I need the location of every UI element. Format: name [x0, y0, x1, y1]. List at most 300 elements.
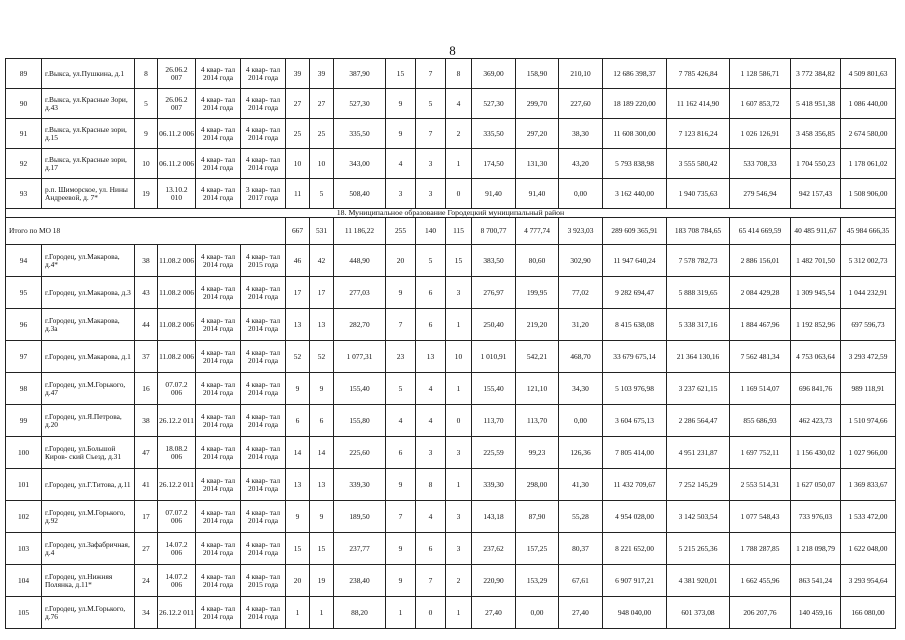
table-cell: 4 753 063,64 [791, 341, 841, 373]
table-cell: 4 951 231,87 [667, 437, 730, 469]
table-cell: 462 423,73 [791, 405, 841, 437]
table-cell: 7 [386, 501, 416, 533]
table-cell: 27 [286, 89, 310, 119]
table-cell: 1 218 098,79 [791, 533, 841, 565]
table-cell: 4 квар- тал 2015 года [241, 245, 286, 277]
table-cell: 77,02 [559, 277, 603, 309]
page-number: 8 [449, 43, 456, 58]
table-cell: 94 [6, 245, 42, 277]
table-cell: 227,60 [559, 89, 603, 119]
address-cell: г.Городец, ул.М.Горького, д.92 [42, 501, 135, 533]
table-cell: 1 026 126,91 [730, 119, 791, 149]
address-cell: г.Городец, ул.Макарова, д.3 [42, 277, 135, 309]
table-cell: 3 293 954,64 [841, 565, 896, 597]
table-cell: 4 509 801,63 [841, 59, 896, 89]
table-cell: 14 [310, 437, 334, 469]
table-cell: 26.12.2 011 [158, 597, 196, 629]
table-cell: 91 [6, 119, 42, 149]
table-cell: 11.08.2 006 [158, 341, 196, 373]
table-cell: 15 [310, 533, 334, 565]
table-cell: 13 [310, 469, 334, 501]
table-cell: 39 [286, 59, 310, 89]
table-cell: 87,90 [516, 501, 559, 533]
table-cell: 23 [386, 341, 416, 373]
total-row [6, 218, 896, 245]
table-cell: 4 381 920,01 [667, 565, 730, 597]
table-cell: 10 [286, 149, 310, 179]
table-cell: 101 [6, 469, 42, 501]
address-cell: г.Городец, ул.Макарова, д.4* [42, 245, 135, 277]
table-cell: 3 142 503,54 [667, 501, 730, 533]
table-cell: 155,40 [334, 373, 386, 405]
table-cell: 225,60 [334, 437, 386, 469]
table-cell: 7 578 782,73 [667, 245, 730, 277]
table-cell: 1 940 735,63 [667, 179, 730, 209]
table-cell: 33 679 675,14 [603, 341, 667, 373]
table-cell: 55,28 [559, 501, 603, 533]
table-cell: 4 квар- тал 2014 года [196, 179, 241, 209]
table-cell: 91,40 [472, 179, 516, 209]
table-cell: 4 квар- тал 2014 года [241, 533, 286, 565]
table-cell: 1 [446, 597, 472, 629]
table-cell: 1 156 430,02 [791, 437, 841, 469]
table-cell: 31,20 [559, 309, 603, 341]
table-cell: 41,30 [559, 469, 603, 501]
table-cell: 90 [6, 89, 42, 119]
table-cell: 99 [6, 405, 42, 437]
table-cell: 0 [446, 405, 472, 437]
table-cell: 15 [446, 245, 472, 277]
table-cell: 4 квар- тал 2014 года [241, 405, 286, 437]
address-cell: г.Выкса, ул.Красные зори, д.15 [42, 119, 135, 149]
table-cell: 527,30 [472, 89, 516, 119]
table-cell: 4 квар- тал 2014 года [196, 341, 241, 373]
table-cell: 7 [386, 309, 416, 341]
total-cell: 11 186,22 [334, 218, 386, 245]
table-cell: 14.07.2 006 [158, 565, 196, 597]
table-cell: 52 [310, 341, 334, 373]
table-cell: 9 [310, 501, 334, 533]
table-cell: 1 662 455,96 [730, 565, 791, 597]
table-cell: 9 [386, 469, 416, 501]
table-cell: 4 [386, 405, 416, 437]
table-cell: 5 888 319,65 [667, 277, 730, 309]
table-cell: 7 [416, 119, 446, 149]
table-cell: 3 [416, 179, 446, 209]
table-cell: 11 [286, 179, 310, 209]
table-cell: 1 309 945,54 [791, 277, 841, 309]
table-cell: 1 788 287,85 [730, 533, 791, 565]
table-cell: 448,90 [334, 245, 386, 277]
table-cell: 174,50 [472, 149, 516, 179]
table-cell: 1 510 974,66 [841, 405, 896, 437]
table-cell: 6 [416, 277, 446, 309]
table-cell: 297,20 [516, 119, 559, 149]
table-cell: 113,70 [516, 405, 559, 437]
table-cell: 06.11.2 006 [158, 119, 196, 149]
section-header-row [6, 209, 896, 218]
table-cell: 237,62 [472, 533, 516, 565]
table-cell: 1 [386, 597, 416, 629]
table-cell: 3 [446, 277, 472, 309]
table-cell: 166 080,00 [841, 597, 896, 629]
table-cell: 4 квар- тал 2014 года [196, 501, 241, 533]
address-cell: р.п. Шиморское, ул. Нины Андреевой, д. 7* [42, 179, 135, 209]
table-cell: 369,00 [472, 59, 516, 89]
table-cell: 15 [286, 533, 310, 565]
table-cell: 189,50 [334, 501, 386, 533]
table-cell: 3 [446, 501, 472, 533]
table-cell: 20 [286, 565, 310, 597]
table-cell: 93 [6, 179, 42, 209]
table-cell: 237,77 [334, 533, 386, 565]
table-cell: 07.07.2 006 [158, 501, 196, 533]
table-cell: 80,60 [516, 245, 559, 277]
table-cell: 19 [310, 565, 334, 597]
table-cell: 0,00 [559, 405, 603, 437]
table-cell: 39 [310, 59, 334, 89]
table-cell: 8 [135, 59, 158, 89]
table-cell: 143,18 [472, 501, 516, 533]
table-cell: 113,70 [472, 405, 516, 437]
table-cell: 97 [6, 341, 42, 373]
table-cell: 298,00 [516, 469, 559, 501]
table-cell: 13 [310, 309, 334, 341]
table-cell: 4 квар- тал 2014 года [196, 59, 241, 89]
table-cell: 1 482 701,50 [791, 245, 841, 277]
table-cell: 9 282 694,47 [603, 277, 667, 309]
table-cell: 4 [416, 373, 446, 405]
table-cell: 7 [416, 565, 446, 597]
total-cell: 183 708 784,65 [667, 218, 730, 245]
table-cell: 5 [135, 89, 158, 119]
table-cell: 42 [310, 245, 334, 277]
table-cell: 9 [286, 501, 310, 533]
table-cell: 279 546,94 [730, 179, 791, 209]
table-cell: 2 886 156,01 [730, 245, 791, 277]
table-cell: 3 293 472,59 [841, 341, 896, 373]
table-cell: 88,20 [334, 597, 386, 629]
table-cell: 92 [6, 149, 42, 179]
table-cell: 2 553 514,31 [730, 469, 791, 501]
table-cell: 4 квар- тал 2014 года [196, 469, 241, 501]
table-cell: 4 квар- тал 2014 года [241, 373, 286, 405]
table-cell: 8 415 638,08 [603, 309, 667, 341]
table-cell: 282,70 [334, 309, 386, 341]
table-cell: 601 373,08 [667, 597, 730, 629]
table-cell: 11.08.2 006 [158, 277, 196, 309]
table-cell: 855 686,93 [730, 405, 791, 437]
table-cell: 1 077 548,43 [730, 501, 791, 533]
table-cell: 11.08.2 006 [158, 245, 196, 277]
table-cell: 9 [386, 277, 416, 309]
table-cell: 3 555 580,42 [667, 149, 730, 179]
table-cell: 67,61 [559, 565, 603, 597]
table-cell: 34,30 [559, 373, 603, 405]
table-cell: 1 169 514,07 [730, 373, 791, 405]
table-cell: 9 [386, 533, 416, 565]
table-cell: 10 [310, 149, 334, 179]
table-cell: 25 [310, 119, 334, 149]
table-cell: 155,40 [472, 373, 516, 405]
table-cell: 4 квар- тал 2014 года [241, 119, 286, 149]
table-cell: 219,20 [516, 309, 559, 341]
address-cell: г.Городец, ул.Г.Титова, д.11 [42, 469, 135, 501]
table-cell: 6 907 917,21 [603, 565, 667, 597]
table-cell: 4 квар- тал 2014 года [196, 149, 241, 179]
table-cell: 1 027 966,00 [841, 437, 896, 469]
table-cell: 17 [310, 277, 334, 309]
table-cell: 07.07.2 006 [158, 373, 196, 405]
address-cell: г.Городец, ул.Я.Петрова, д.20 [42, 405, 135, 437]
table-cell: 5 338 317,16 [667, 309, 730, 341]
table-cell: 4 [446, 89, 472, 119]
table-cell: 1 077,31 [334, 341, 386, 373]
address-cell: г.Городец, ул.М.Горького, д.76 [42, 597, 135, 629]
table-cell: 11.08.2 006 [158, 309, 196, 341]
table-cell: 18 189 220,00 [603, 89, 667, 119]
address-cell: г.Городец, ул.Макарова, д.3а [42, 309, 135, 341]
table-cell: 4 квар- тал 2014 года [241, 597, 286, 629]
table-cell: 508,40 [334, 179, 386, 209]
table-cell: 27 [135, 533, 158, 565]
table-cell: 5 [310, 179, 334, 209]
table-cell: 468,70 [559, 341, 603, 373]
table-cell: 989 118,91 [841, 373, 896, 405]
table-cell: 4 квар- тал 2014 года [196, 373, 241, 405]
table-cell: 3 458 356,85 [791, 119, 841, 149]
table-cell: 3 [446, 437, 472, 469]
table-cell: 7 562 481,34 [730, 341, 791, 373]
table-cell: 225,59 [472, 437, 516, 469]
table-cell: 4 [416, 501, 446, 533]
table-cell: 0,00 [559, 179, 603, 209]
table-cell: 542,21 [516, 341, 559, 373]
table-cell: 9 [386, 89, 416, 119]
table-cell: 3 237 621,15 [667, 373, 730, 405]
address-cell: г.Городец, ул.М.Горького, д.47 [42, 373, 135, 405]
table-cell: 4 квар- тал 2014 года [196, 533, 241, 565]
table-cell: 276,97 [472, 277, 516, 309]
table-row [6, 597, 896, 629]
table-cell: 3 [416, 437, 446, 469]
address-cell: г.Выкса, ул.Красные Зори, д.43 [42, 89, 135, 119]
table-cell: 4 квар- тал 2014 года [241, 469, 286, 501]
table-cell: 0 [446, 179, 472, 209]
table-cell: 126,36 [559, 437, 603, 469]
table-cell: 299,70 [516, 89, 559, 119]
table-cell: 12 686 398,37 [603, 59, 667, 89]
table-cell: 103 [6, 533, 42, 565]
table-cell: 3 772 384,82 [791, 59, 841, 89]
table-cell: 4 квар- тал 2014 года [241, 341, 286, 373]
table-cell: 9 [135, 119, 158, 149]
table-cell: 11 608 300,00 [603, 119, 667, 149]
table-cell: 8 [416, 469, 446, 501]
address-cell: г.Городец, ул.Макарова, д.1 [42, 341, 135, 373]
table-cell: 6 [286, 405, 310, 437]
table-row [6, 469, 896, 501]
table-cell: 131,30 [516, 149, 559, 179]
table-cell: 17 [286, 277, 310, 309]
table-cell: 4 квар- тал 2014 года [241, 149, 286, 179]
table-cell: 2 [446, 119, 472, 149]
table-cell: 4 квар- тал 2014 года [196, 119, 241, 149]
table-cell: 4 954 028,00 [603, 501, 667, 533]
table-cell: 1 607 853,72 [730, 89, 791, 119]
table-cell: 26.12.2 011 [158, 405, 196, 437]
table-cell: 339,30 [472, 469, 516, 501]
table-cell: 4 [386, 149, 416, 179]
table-cell: 4 квар- тал 2014 года [196, 245, 241, 277]
table-row [6, 245, 896, 277]
table-cell: 1 508 906,00 [841, 179, 896, 209]
table-cell: 0 [416, 597, 446, 629]
table-cell: 121,10 [516, 373, 559, 405]
table-cell: 4 квар- тал 2014 года [196, 89, 241, 119]
table-cell: 1 [310, 597, 334, 629]
table-cell: 06.11.2 006 [158, 149, 196, 179]
table-cell: 11 162 414,90 [667, 89, 730, 119]
table-cell: 98 [6, 373, 42, 405]
table-cell: 100 [6, 437, 42, 469]
table-cell: 13 [286, 309, 310, 341]
table-cell: 89 [6, 59, 42, 89]
table-cell: 13 [416, 341, 446, 373]
table-cell: 387,90 [334, 59, 386, 89]
table-cell: 41 [135, 469, 158, 501]
table-cell: 52 [286, 341, 310, 373]
table-cell: 19 [135, 179, 158, 209]
address-cell: г.Городец, ул.Зафабричная, д.4 [42, 533, 135, 565]
table-cell: 250,40 [472, 309, 516, 341]
table-cell: 26.12.2 011 [158, 469, 196, 501]
table-cell: 18.08.2 006 [158, 437, 196, 469]
table-cell: 47 [135, 437, 158, 469]
table-cell: 1 704 550,23 [791, 149, 841, 179]
table-cell: 3 квар- тал 2017 года [241, 179, 286, 209]
table-cell: 1 369 833,67 [841, 469, 896, 501]
table-cell: 220,90 [472, 565, 516, 597]
table-cell: 696 841,76 [791, 373, 841, 405]
table-cell: 9 [286, 373, 310, 405]
table-row [6, 437, 896, 469]
table-cell: 14 [286, 437, 310, 469]
table-cell: 2 286 564,47 [667, 405, 730, 437]
table-cell: 4 квар- тал 2014 года [241, 309, 286, 341]
table-cell: 11 432 709,67 [603, 469, 667, 501]
table-cell: 17 [135, 501, 158, 533]
table-cell: 1 086 440,00 [841, 89, 896, 119]
table-cell: 383,50 [472, 245, 516, 277]
table-row [6, 59, 896, 89]
table-cell: 95 [6, 277, 42, 309]
table-cell: 1 697 752,11 [730, 437, 791, 469]
table-cell: 11 947 640,24 [603, 245, 667, 277]
table-cell: 155,80 [334, 405, 386, 437]
table-row [6, 149, 896, 179]
table-cell: 20 [386, 245, 416, 277]
table-cell: 10 [135, 149, 158, 179]
table-cell: 4 квар- тал 2014 года [196, 437, 241, 469]
address-cell: г.Городец, ул.Нижняя Полянка, д.11* [42, 565, 135, 597]
table-cell: 27,40 [472, 597, 516, 629]
table-cell: 697 596,73 [841, 309, 896, 341]
table-cell: 13 [286, 469, 310, 501]
table-cell: 6 [416, 309, 446, 341]
table-cell: 1 010,91 [472, 341, 516, 373]
table-row [6, 179, 896, 209]
table-cell: 24 [135, 565, 158, 597]
total-cell: 4 777,74 [516, 218, 559, 245]
table-cell: 26.06.2 007 [158, 89, 196, 119]
table-cell: 34 [135, 597, 158, 629]
table-cell: 6 [310, 405, 334, 437]
table-cell: 37 [135, 341, 158, 373]
table-cell: 157,25 [516, 533, 559, 565]
total-label: Итого по МО 18 [6, 218, 286, 245]
table-cell: 4 квар- тал 2014 года [241, 501, 286, 533]
table-cell: 5 [416, 89, 446, 119]
table-cell: 199,95 [516, 277, 559, 309]
table-cell: 16 [135, 373, 158, 405]
address-cell: г.Выкса, ул.Пушкина, д.1 [42, 59, 135, 89]
table-cell: 5 793 838,98 [603, 149, 667, 179]
table-cell: 13.10.2 010 [158, 179, 196, 209]
total-cell: 289 609 365,91 [603, 218, 667, 245]
table-cell: 1 533 472,00 [841, 501, 896, 533]
table-cell: 339,30 [334, 469, 386, 501]
table-cell: 9 [386, 119, 416, 149]
table-cell: 2 [446, 565, 472, 597]
table-cell: 1 [446, 149, 472, 179]
table-cell: 99,23 [516, 437, 559, 469]
table-cell: 38,30 [559, 119, 603, 149]
table-cell: 25 [286, 119, 310, 149]
table-cell: 14.07.2 006 [158, 533, 196, 565]
table-cell: 43,20 [559, 149, 603, 179]
table-cell: 43 [135, 277, 158, 309]
table-cell: 1 [446, 309, 472, 341]
table-cell: 3 162 440,00 [603, 179, 667, 209]
table-row [6, 309, 896, 341]
table-cell: 91,40 [516, 179, 559, 209]
table-cell: 5 [416, 245, 446, 277]
table-cell: 5 312 002,73 [841, 245, 896, 277]
total-cell: 8 700,77 [472, 218, 516, 245]
table-row [6, 341, 896, 373]
table-cell: 3 [416, 149, 446, 179]
table-cell: 27 [310, 89, 334, 119]
total-cell: 140 [416, 218, 446, 245]
table-row [6, 277, 896, 309]
table-cell: 38 [135, 405, 158, 437]
table-cell: 10 [446, 341, 472, 373]
table-cell: 4 квар- тал 2014 года [241, 59, 286, 89]
table-cell: 4 квар- тал 2014 года [196, 405, 241, 437]
table-row [6, 405, 896, 437]
table-cell: 277,03 [334, 277, 386, 309]
table-cell: 0,00 [516, 597, 559, 629]
table-cell: 7 [416, 59, 446, 89]
table-cell: 46 [286, 245, 310, 277]
table-cell: 1 [286, 597, 310, 629]
table-cell: 15 [386, 59, 416, 89]
table-cell: 210,10 [559, 59, 603, 89]
table-cell: 1 884 467,96 [730, 309, 791, 341]
table-cell: 4 квар- тал 2014 года [196, 309, 241, 341]
table-cell: 105 [6, 597, 42, 629]
